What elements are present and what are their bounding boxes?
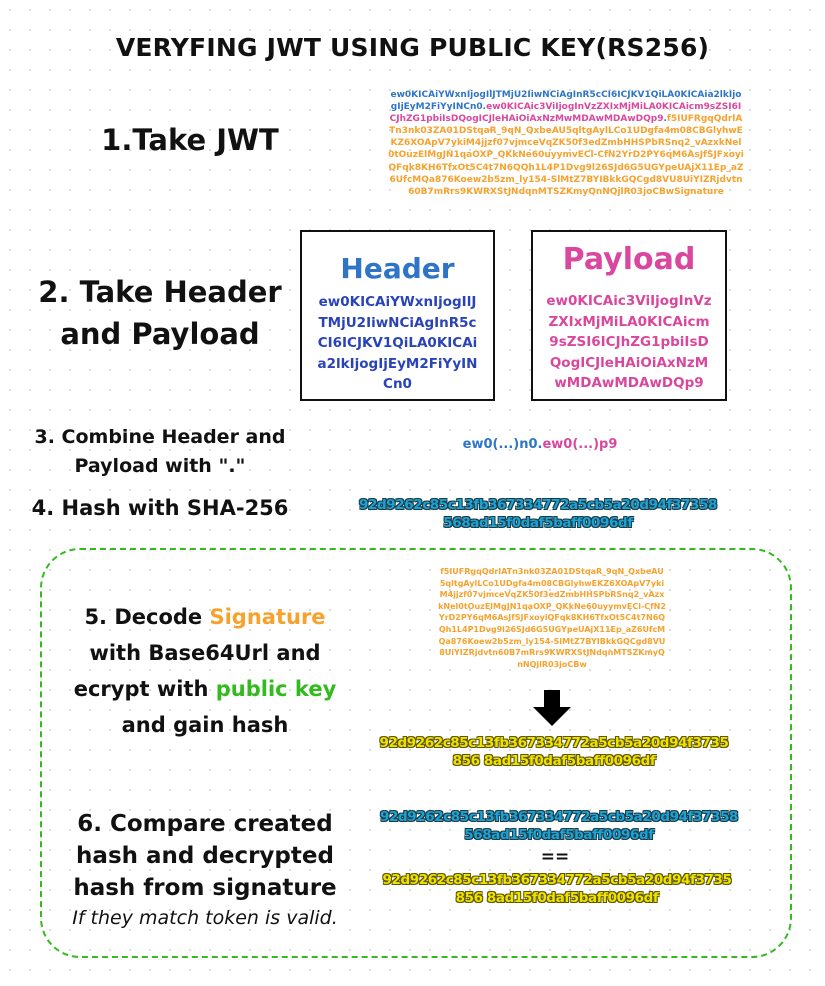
step-2-label: 2. Take Header and Payload (38, 275, 282, 351)
combined-dot: . (537, 437, 543, 452)
compare-created-hash: 92d9262c85c13fb367334772a5cb5a20d94f37358568ad15f0daf5baff0096df (379, 809, 739, 843)
sha256-hash: 92d9262c85c13fb367334772a5cb5a20d94f37358568ad15f0daf5baff0096df (358, 497, 718, 531)
step-5-text-1: 5. Decode (84, 605, 210, 629)
step-5-text-2: with Base64Url and ecrypt with (73, 641, 321, 701)
signature-block: f5IUFRgqQdrlATn3nk03ZA01DStqaR_9qN_QxbeAU5qltgAylLCo1UDgfa4m08CBGlyhwEKZ6XOApV7ykiM4jjzf07vjmceVqZK50f3edZmbHHSPbRSnq2_vAzxkNel0tOuzElMgJN1qaOXP_QKkNe60uyymvECl-CfN2YrD2PY6qM6AsJfSJFxoyiQFqk8KH6TfxOt5C4t7N6QQh1L4P1Dvg9l26SJd6G5UGYpeUAjX11Ep_aZ6UfcMQa876Koew2b5zm_ly154-SlMtZ7BYIBkkGQCgd8VU8UiYIZRjdvtn60B7mRrs9KWRXStJNdqnMTSZKmyQnNQjlR03joCBw (438, 567, 666, 669)
diagram-title: VERYFING JWT USING PUBLIC KEY(RS256) (115, 33, 710, 62)
payload-box-title: Payload (562, 242, 696, 277)
jwt-signature-part: f5IUFRgqQdrlATn3nk03ZA01DStqaR_9qN_QxbeAU5qltgAylLCo1UDgfa4m08CBGlyhwEKZ6XOApV7ykiM4jjzf07vjmceVqZK50f3edZmbHHSPbRSnq2_vAzxkNel0tOuzElMgJN1qaOXP_QKkNe60uyymvECl-CfN2YrD2PY6qM6AsJfSJFxoyiQFqk8KH6TfxOt5C4t7N6QQh1L4P1Dvg9l26SJd6G5UGYpeUAjX11Ep_aZ6UfcMQa876Koew2b5zm_ly154-SlMtZ7BYIBkkGQCgd8VU8UiYIZRjdvtn60B7mRrs9KWRXStJNdqnMTSZKmyQnNQjlR03joCBwSignature (388, 114, 744, 197)
jwt-token (388, 89, 744, 198)
step-5-label (60, 599, 350, 743)
combined-header-payload (420, 437, 660, 452)
jwt-header-part: ew0KICAiYWxnIjogIlJTMjU2IiwNCiAgInR5cCI6ICJKV1QiLA0KICAia2lkIjogIjEyM2FiYyINCn0 (390, 90, 742, 113)
step-6-note: If they match token is valid. (72, 907, 338, 929)
step-3-label: 3. Combine Header and Payload with "." (34, 426, 286, 477)
jwt-dot-1: . (482, 102, 487, 113)
step-4-label: 4. Hash with SHA-256 (31, 496, 289, 520)
payload-box (531, 230, 727, 401)
arrow-down-icon (533, 690, 571, 726)
header-box (300, 230, 495, 401)
step-1-label: 1.Take JWT (101, 123, 279, 157)
combined-header: ew0(...)n0 (462, 437, 538, 452)
header-box-title: Header (340, 252, 455, 285)
step-6-label (45, 808, 365, 932)
combined-payload: ew0(...)p9 (542, 437, 618, 452)
payload-box-value: ew0KICAic3ViIjogInVzZXIxMjMiLA0KICAicm9sZSI6ICJhZG1pbiIsDQogICJleHAiOiAxNzMwMDAwMDAwDQp9 (546, 293, 712, 391)
jwt-dot-2: . (663, 114, 667, 125)
step-6-text: 6. Compare created hash and decrypted hash from signature (73, 811, 337, 901)
compare-operator: == (540, 847, 570, 867)
header-box-value: ew0KICAiYWxnIjogIlJTMjU2IiwNCiAgInR5cCI6ICJKV1QiLA0KICAia2lkIjogIjEyM2FiYyINCn0 (317, 294, 478, 392)
step-5-text-3: and gain hash (121, 713, 289, 737)
step-5-public-key-word: public key (215, 677, 337, 701)
decrypted-hash: 92d9262c85c13fb367334772a5cb5a20d94f3735856 8ad15f0daf5baff0096df (379, 735, 729, 769)
step-5-signature-word: Signature (209, 605, 326, 629)
jwt-payload-part: ew0KICAic3ViIjogInVzZXIxMjMiLA0KICAicm9sZSI6ICJhZG1pbiIsDQogICJleHAiOiAxNzMwMDAwMDAwDQp9 (389, 102, 742, 125)
compare-decrypted-hash: 92d9262c85c13fb367334772a5cb5a20d94f3735856 8ad15f0daf5baff0096df (382, 872, 732, 906)
